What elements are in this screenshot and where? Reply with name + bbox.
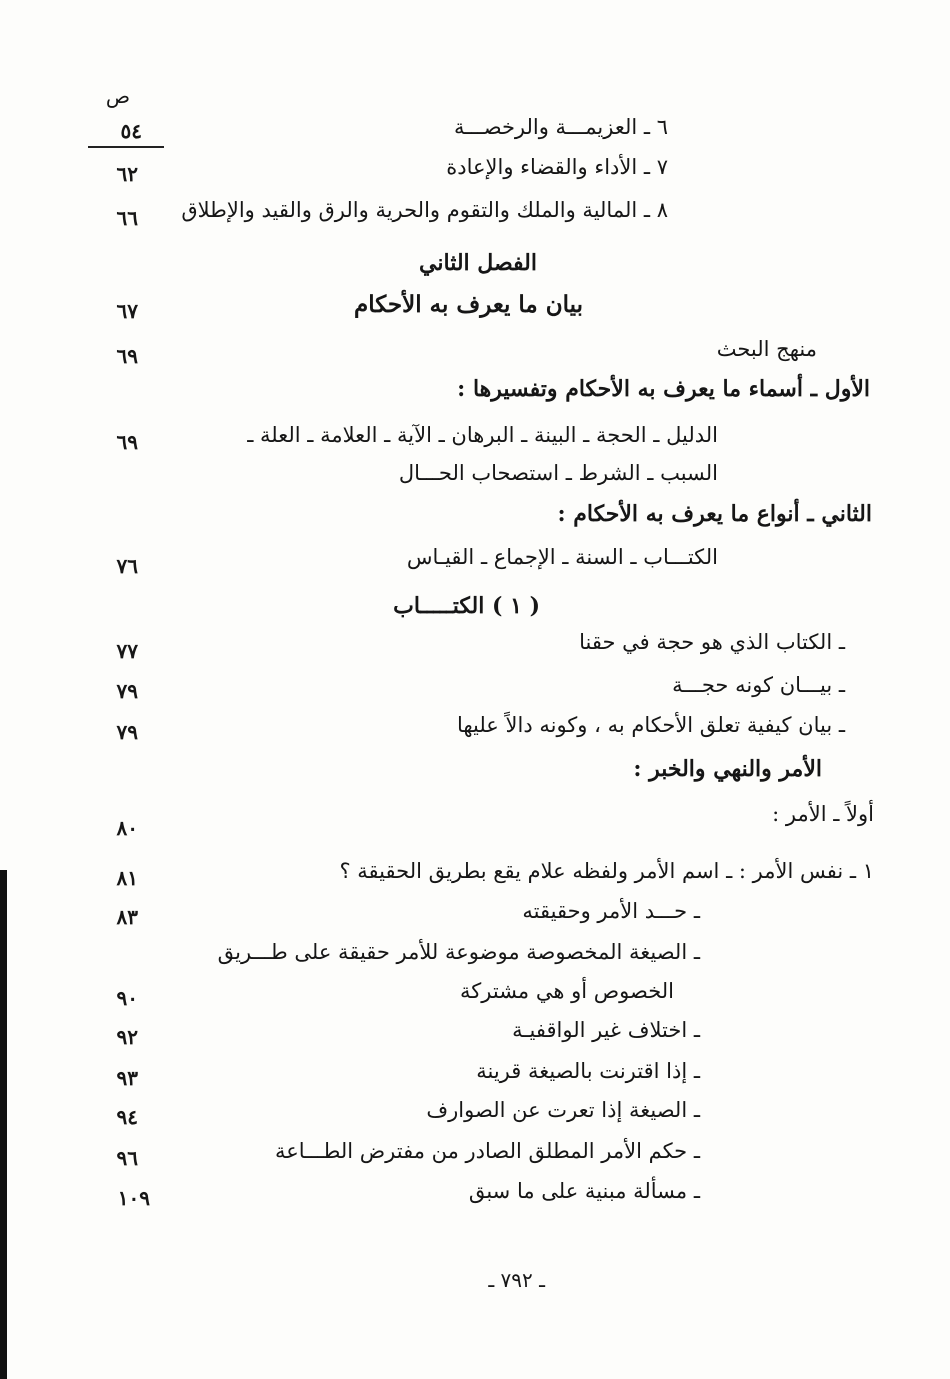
toc-entry: ـ بيـــان كونه حجـــة	[672, 673, 845, 697]
chapter-heading: الفصل الثاني	[419, 250, 537, 276]
toc-page-number: ٨٠	[116, 816, 138, 840]
toc-page-number: ٧٩	[116, 720, 138, 744]
toc-entry: الخصوص أو هي مشتركة	[460, 979, 674, 1003]
toc-entry: ٨ ـ المالية والملك والتقوم والحرية والرق والقيد والإطلاق	[181, 198, 668, 222]
toc-entry: ـ حـــد الأمر وحقيقته	[522, 899, 700, 923]
toc-page-number: ١٠٩	[117, 1186, 150, 1210]
toc-page-number: ٩٤	[116, 1105, 138, 1129]
toc-entry: السبب ـ الشرط ـ استصحاب الحـــال	[398, 461, 718, 485]
subsection-heading: ( ١ ) الكتـــــاب	[393, 593, 540, 619]
toc-entry: ـ الصيغة المخصوصة موضوعة للأمر حقيقة على طـــريق	[217, 940, 700, 964]
toc-entry: الكتـــاب ـ السنة ـ الإجماع ـ القيـاس	[406, 545, 718, 569]
toc-entry: ـ مسألة مبنية على ما سبق	[468, 1179, 700, 1203]
toc-page-number: ٩٣	[116, 1066, 138, 1090]
toc-entry: أولاً ـ الأمر :	[772, 802, 874, 826]
toc-page-number: ٦٦	[116, 206, 138, 230]
scan-edge-shadow	[0, 870, 7, 1379]
toc-page-number: ٩٢	[116, 1025, 138, 1049]
toc-entry: الدليل ـ الحجة ـ البينة ـ البرهان ـ الآية ـ العلامة ـ العلة ـ	[247, 423, 718, 447]
toc-page-number: ٩٦	[116, 1146, 138, 1170]
toc-page-number: ٧٦	[116, 554, 138, 578]
toc-entry: ٧ ـ الأداء والقضاء والإعادة	[446, 155, 668, 179]
toc-page-number: ٧٧	[116, 639, 138, 663]
toc-entry: منهج البحث	[716, 337, 817, 361]
chapter-title: بيان ما يعرف به الأحكام	[353, 291, 583, 318]
toc-page-number: ٦٩	[116, 430, 138, 454]
toc-entry: ـ إذا اقترنت بالصيغة قرينة	[476, 1059, 700, 1083]
page-column-header: ص	[105, 84, 130, 108]
toc-entry: ـ الصيغة إذا تعرت عن الصوارف	[426, 1098, 700, 1122]
toc-page-number: ٦٧	[116, 299, 138, 323]
toc-page-number: ٦٢	[116, 162, 138, 186]
toc-page-number: ٩٠	[116, 986, 138, 1010]
toc-entry: ـ حكم الأمر المطلق الصادر من مفترض الطـــاعة	[274, 1139, 700, 1163]
underline-divider	[88, 146, 164, 148]
toc-entry: ٦ ـ العزيمـــة والرخصـــة	[454, 115, 668, 139]
section-heading: الأمر والنهي والخبر :	[633, 756, 822, 782]
toc-entry: ـ بيان كيفية تعلق الأحكام به ، وكونه دالاً عليها	[456, 713, 845, 737]
toc-page-number: ٨١	[116, 866, 138, 890]
section-heading: الثاني ـ أنواع ما يعرف به الأحكام :	[557, 501, 872, 527]
toc-page-number: ٨٣	[116, 905, 138, 929]
section-heading: الأول ـ أسماء ما يعرف به الأحكام وتفسيرها :	[457, 376, 870, 402]
page-footer-number: ـ ٧٩٢ ـ	[488, 1268, 545, 1292]
toc-entry: ـ الكتاب الذي هو حجة في حقنا	[579, 630, 845, 654]
toc-entry: ـ اختلاف غير الواقفيـة	[512, 1018, 700, 1042]
toc-page-number: ٦٩	[116, 344, 138, 368]
toc-page-number: ٥٤	[120, 119, 142, 143]
toc-entry: ١ ـ نفس الأمر : ـ اسم الأمر ولفظه علام يقع بطريق الحقيقة ؟	[339, 859, 874, 883]
toc-page-number: ٧٩	[116, 679, 138, 703]
